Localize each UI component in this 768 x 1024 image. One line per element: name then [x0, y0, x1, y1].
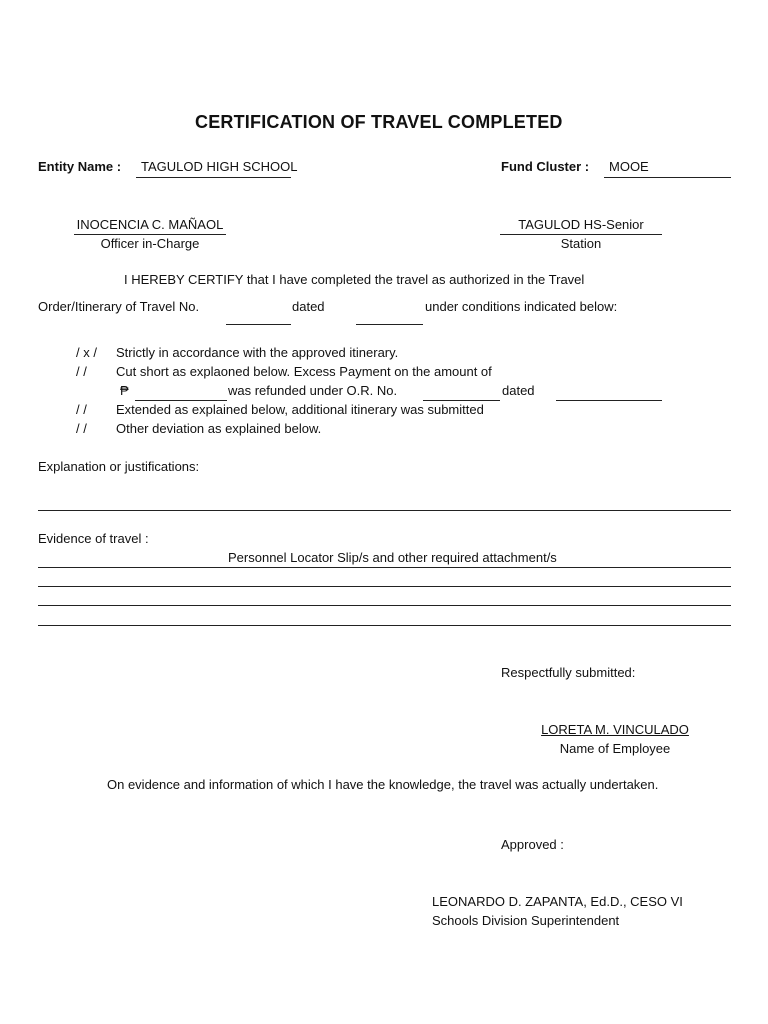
- travel-date-blank: [356, 324, 423, 325]
- option-3-text: Extended as explained below, additional itinerary was submitted: [116, 402, 484, 417]
- respectfully-submitted: Respectfully submitted:: [501, 665, 636, 680]
- evidence-line-4: [38, 625, 731, 626]
- evidence-value: Personnel Locator Slip/s and other required attachment/s: [228, 550, 557, 565]
- officer-name: INOCENCIA C. MAÑAOL: [76, 217, 224, 232]
- option-2-mark: / /: [76, 364, 87, 379]
- option-1-text: Strictly in accordance with the approved itinerary.: [116, 345, 399, 360]
- station-underline: [500, 234, 662, 235]
- option-1-mark: / x /: [76, 345, 97, 360]
- employee-name: LORETA M. VINCULADO: [541, 722, 689, 737]
- refund-dated: dated: [502, 383, 535, 398]
- certify-line-2-part-3: under conditions indicated below:: [425, 299, 618, 314]
- option-4-text: Other deviation as explained below.: [116, 421, 322, 436]
- entity-name-underline: [136, 177, 291, 178]
- explanation-label: Explanation or justifications:: [38, 459, 200, 474]
- superintendent-name: LEONARDO D. ZAPANTA, Ed.D., CESO VI: [432, 894, 683, 909]
- travel-no-blank: [226, 324, 291, 325]
- option-4-mark: / /: [76, 421, 87, 436]
- fund-cluster-value: MOOE: [609, 159, 649, 174]
- station-role: Station: [560, 236, 602, 251]
- evidence-line-2: [38, 586, 731, 587]
- explanation-line: [38, 510, 731, 511]
- refund-amount-blank: [135, 400, 227, 401]
- employee-role: Name of Employee: [559, 741, 671, 756]
- evidence-label: Evidence of travel :: [38, 531, 149, 546]
- option-2-text: Cut short as explaoned below. Excess Payment on the amount of: [116, 364, 492, 379]
- entity-name-label: Entity Name :: [38, 159, 122, 174]
- officer-underline: [74, 234, 226, 235]
- entity-name-value: TAGULOD HIGH SCHOOL: [141, 159, 298, 174]
- or-number-blank: [423, 400, 500, 401]
- certify-line-2-dated: dated: [292, 299, 325, 314]
- superintendent-role: Schools Division Superintendent: [432, 913, 620, 928]
- station-name: TAGULOD HS-Senior: [518, 217, 644, 232]
- peso-sign: ₱: [120, 383, 129, 398]
- option-3-mark: / /: [76, 402, 87, 417]
- refund-date-blank: [556, 400, 662, 401]
- evidence-statement: On evidence and information of which I have the knowledge, the travel was actually undertaken.: [107, 777, 659, 792]
- approved-label: Approved :: [501, 837, 564, 852]
- page-title: CERTIFICATION OF TRAVEL COMPLETED: [195, 112, 563, 132]
- evidence-line-1: [38, 567, 731, 568]
- fund-cluster-label: Fund Cluster :: [501, 159, 590, 174]
- refund-text: was refunded under O.R. No.: [228, 383, 398, 398]
- certify-line-1: I HEREBY CERTIFY that I have completed the travel as authorized in the Travel: [124, 272, 585, 287]
- fund-cluster-underline: [604, 177, 731, 178]
- certify-line-2-part-1: Order/Itinerary of Travel No.: [38, 299, 200, 314]
- officer-role: Officer in-Charge: [100, 236, 200, 251]
- evidence-line-3: [38, 605, 731, 606]
